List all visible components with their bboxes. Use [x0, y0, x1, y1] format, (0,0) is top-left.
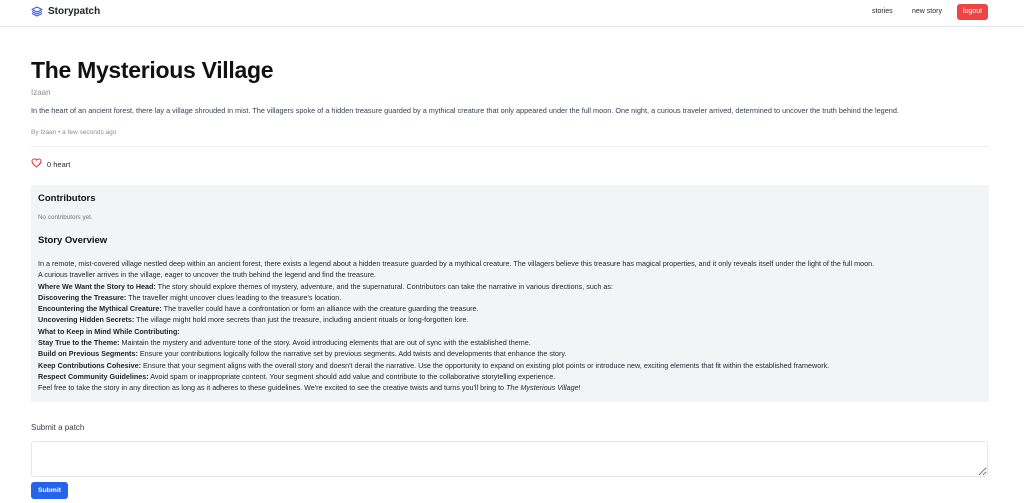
- nav-link-stories[interactable]: stories: [872, 8, 893, 15]
- overview-text: Ensure that your segment aligns with the overall story and doesn't derail the narrative. Use the opportunity to expand on existing plot points or introduce new, exciting elements that fit within the established framework.: [141, 360, 830, 370]
- heart-row: [31, 155, 70, 173]
- overview-paragraph: In a remote, mist-covered village nestled deep within an ancient forest, there exists a legend about a hidden treasure guarded by a mythical creature. The villagers believe this treasure has magical properties, and it only reveals itself under the light of the full moon.: [38, 259, 875, 268]
- overview-text: The story should explore themes of mystery, adventure, and the supernatural. Contributors can take the narrative in various directions, such as:: [155, 281, 613, 291]
- overview-line: [38, 337, 983, 348]
- overview-heading: Story Overview: [38, 235, 108, 246]
- overview-paragraph: A curious traveller arrives in the village, eager to uncover the truth behind the legend and find the treasure.: [38, 270, 377, 280]
- overview-line: [38, 281, 983, 292]
- overview-line: [38, 326, 983, 337]
- overview-line: [38, 360, 983, 371]
- story-meta: By Izaan • a few seconds ago: [31, 129, 117, 136]
- logout-button[interactable]: logout: [957, 4, 988, 20]
- overview-closing: [38, 382, 983, 393]
- stack-layers-icon: [31, 6, 43, 17]
- overview-label: Build on Previous Segments:: [38, 349, 138, 359]
- heart-count: 0 heart: [47, 159, 71, 169]
- overview-line: [38, 292, 983, 303]
- overview-line: [38, 314, 983, 325]
- overview-label: Keep Contributions Cohesive:: [38, 360, 142, 370]
- overview-label: Respect Community Guidelines:: [38, 371, 149, 381]
- overview-title-ref: The Mysterious Village: [506, 383, 579, 393]
- overview-label: Encountering the Mythical Creature:: [38, 304, 162, 314]
- overview-line: [38, 303, 983, 314]
- overview-label: Uncovering Hidden Secrets:: [38, 315, 135, 325]
- overview-label: Discovering the Treasure:: [38, 292, 127, 302]
- overview-label: Stay True to the Theme:: [38, 338, 120, 348]
- overview-text: Feel free to take the story in any direction as long as it adheres to these guidelines. We're excited to see the creative twists and turns you'll bring to: [38, 383, 507, 393]
- overview-line: [38, 371, 983, 382]
- overview-text: Ensure your contributions logically follow the narrative set by previous segments. Add twists and developments that enhance the story.: [137, 349, 567, 359]
- patch-textarea[interactable]: [31, 441, 988, 477]
- brand[interactable]: [31, 6, 100, 17]
- contributors-empty: No contributors yet.: [38, 214, 93, 221]
- story-intro: In the heart of an ancient forest, there lay a village shrouded in mist. The villagers spoke of a hidden treasure guarded by a mythical creature that only appeared under the full moon. One night, a curious traveler arrived, determined to uncover the truth behind the legend.: [31, 106, 899, 115]
- overview-text: The traveller could have a confrontation or form an alliance with the creature guarding the treasure.: [161, 304, 479, 314]
- overview-line: [38, 348, 983, 359]
- story-overview: [38, 258, 983, 394]
- nav-link-new-story[interactable]: new story: [912, 8, 942, 15]
- submit-button[interactable]: Submit: [31, 482, 68, 499]
- brand-name: Storypatch: [48, 6, 101, 17]
- overview-text: The traveller might uncover clues leading to the treasure's location.: [126, 292, 342, 302]
- contributors-heading: Contributors: [38, 193, 96, 204]
- overview-text: Avoid spam or inappropriate content. Your segment should add value and contribute to the collaborative storytelling experience.: [148, 371, 556, 381]
- overview-text: !: [578, 383, 581, 393]
- story-title: The Mysterious Village: [31, 57, 274, 83]
- heart-outline-icon[interactable]: [31, 155, 42, 173]
- navbar: [0, 0, 1024, 27]
- divider: [31, 146, 989, 147]
- overview-text: The village might hold more secrets than just the treasure, including ancient rituals or long-forgotten lore.: [134, 315, 469, 325]
- story-details-panel: [31, 185, 989, 402]
- overview-label: What to Keep in Mind While Contributing:: [38, 326, 180, 336]
- overview-text: Maintain the mystery and adventure tone of the story. Avoid introducing elements that are out of sync with the established theme.: [119, 338, 531, 348]
- overview-label: Where We Want the Story to Head:: [38, 281, 156, 291]
- patch-label: Submit a patch: [31, 423, 85, 432]
- story-author[interactable]: Izaan: [31, 88, 51, 97]
